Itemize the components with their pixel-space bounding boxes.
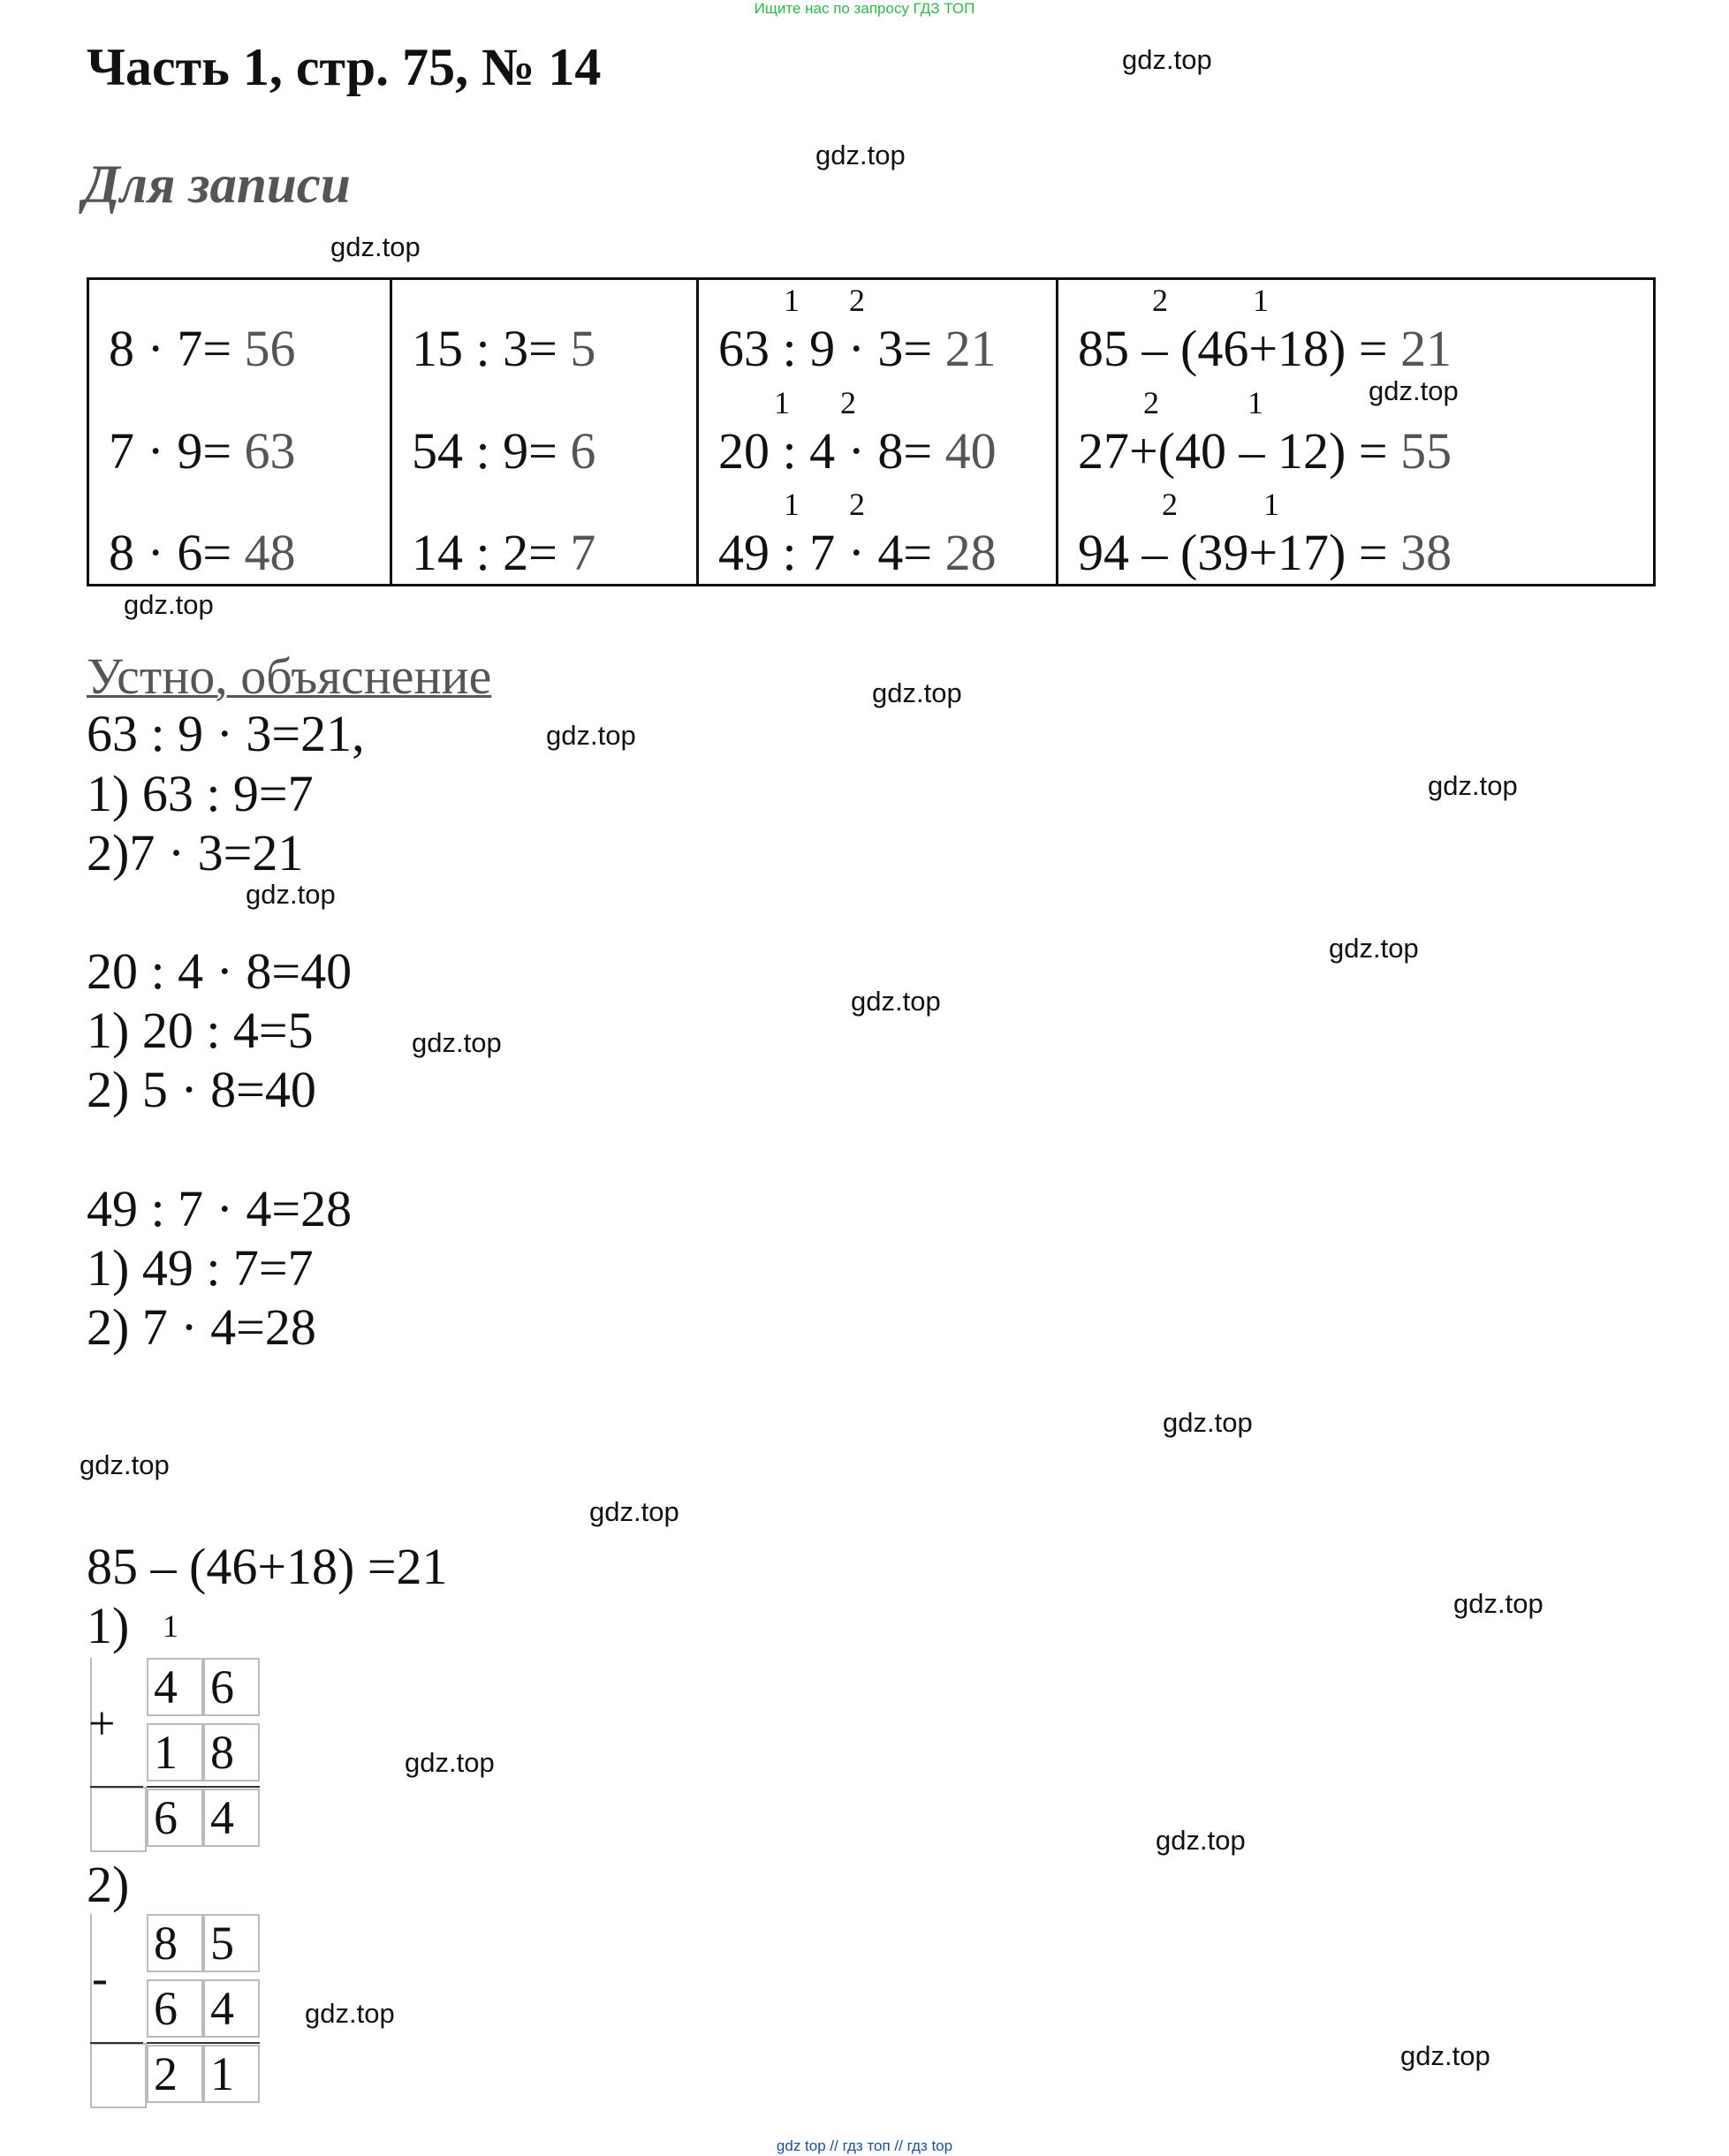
carry-mark: 1 — [163, 1608, 178, 1644]
page-title: Часть 1, стр. 75, № 14 — [87, 38, 602, 96]
minus-sign: - — [92, 1951, 108, 2004]
order-mark: 2 — [849, 283, 865, 318]
expression: 20 : 4 · 8= 40 — [718, 422, 997, 480]
order-mark: 2 — [1162, 487, 1178, 522]
watermark: gdz.top — [330, 231, 421, 262]
result-line — [147, 1786, 260, 1788]
watermark: gdz.top — [305, 1998, 395, 2029]
watermark: gdz.top — [80, 1449, 170, 1480]
expression: 8 · 6= 48 — [109, 524, 296, 581]
order-mark: 2 — [849, 487, 865, 522]
top-search-note: Ищите нас по запросу ГДЗ ТОП — [754, 0, 975, 17]
digit-cell: 6 — [203, 1658, 260, 1716]
oral-line: 2) 5 · 8=40 — [87, 1061, 316, 1118]
operator-box — [90, 2043, 147, 2108]
oral-line: 20 : 4 · 8=40 — [87, 942, 353, 1000]
oral-explanation-heading: Устно, объяснение — [87, 647, 492, 705]
plus-sign: + — [88, 1697, 116, 1750]
digit-cell: 6 — [147, 1979, 203, 2038]
expression: 94 – (39+17) = 38 — [1078, 524, 1452, 581]
expression: 27+(40 – 12) = 55 — [1078, 422, 1452, 480]
digit-cell: 4 — [147, 1658, 203, 1716]
operator-box — [90, 1787, 147, 1852]
expression: 49 : 7 · 4= 28 — [718, 524, 997, 581]
expression: 85 – (46+18) = 21 — [1078, 320, 1452, 377]
order-mark: 2 — [840, 385, 856, 420]
digit-cell: 5 — [203, 1914, 260, 1972]
watermark: gdz.top — [872, 677, 962, 708]
digit-cell: 4 — [203, 1979, 260, 2038]
watermark: gdz.top — [405, 1747, 495, 1778]
written-expression: 85 – (46+18) =21 — [87, 1538, 448, 1595]
digit-cell: 4 — [203, 1789, 260, 1847]
result-line — [90, 1786, 143, 1788]
order-mark: 1 — [784, 487, 800, 522]
oral-line: 49 : 7 · 4=28 — [87, 1180, 353, 1237]
expression: 15 : 3= 5 — [412, 320, 596, 377]
watermark: gdz.top — [412, 1027, 502, 1058]
watermark: gdz.top — [851, 986, 941, 1017]
watermark: gdz.top — [246, 879, 336, 910]
table-column-2 — [391, 279, 698, 586]
order-mark: 1 — [1263, 487, 1279, 522]
step-2-label: 2) — [87, 1856, 130, 1913]
oral-line: 63 : 9 · 3=21, — [87, 705, 365, 762]
table-column-4 — [1058, 279, 1655, 586]
expression: 54 : 9= 6 — [412, 422, 596, 480]
result-line — [147, 2042, 260, 2044]
oral-line: 1) 49 : 7=7 — [87, 1239, 314, 1297]
watermark: gdz.top — [1428, 770, 1518, 801]
table-column-1 — [88, 279, 391, 586]
exercise-table — [87, 277, 1656, 586]
digit-cell: 1 — [147, 1723, 203, 1782]
table-column-3 — [698, 279, 1058, 586]
watermark: gdz.top — [815, 140, 906, 170]
expression: 14 : 2= 7 — [412, 524, 596, 581]
order-mark: 2 — [1152, 283, 1168, 318]
order-mark: 1 — [1247, 385, 1263, 420]
oral-line: 1) 20 : 4=5 — [87, 1002, 314, 1059]
watermark: gdz.top — [1156, 1825, 1246, 1856]
watermark: gdz.top — [1400, 2040, 1490, 2071]
digit-cell: 8 — [147, 1914, 203, 1972]
digit-cell: 1 — [203, 2045, 260, 2103]
watermark: gdz.top — [124, 589, 214, 620]
watermark: gdz.top — [546, 720, 636, 751]
expression: 63 : 9 · 3= 21 — [718, 320, 997, 377]
watermark: gdz.top — [1122, 44, 1212, 75]
watermark: gdz.top — [1329, 933, 1419, 964]
order-mark: 1 — [784, 283, 800, 318]
expression: 7 · 9= 63 — [109, 422, 296, 480]
section-heading-for-record: Для записи — [83, 155, 351, 215]
watermark: gdz.top — [1453, 1588, 1543, 1619]
result-line — [90, 2042, 143, 2044]
digit-cell: 8 — [203, 1723, 260, 1782]
expression: 8 · 7= 56 — [109, 320, 296, 377]
watermark: gdz.top — [1163, 1407, 1253, 1438]
footer-links[interactable]: gdz top // гдз топ // гдз top — [776, 2137, 953, 2154]
oral-line: 2) 7 · 4=28 — [87, 1298, 316, 1356]
order-mark: 2 — [1143, 385, 1159, 420]
oral-line: 2)7 · 3=21 — [87, 824, 304, 881]
order-mark: 1 — [1253, 283, 1269, 318]
oral-line: 1) 63 : 9=7 — [87, 765, 314, 822]
watermark: gdz.top — [589, 1496, 679, 1527]
order-mark: 1 — [774, 385, 790, 420]
digit-cell: 6 — [147, 1789, 203, 1847]
watermark: gdz.top — [1369, 375, 1459, 406]
step-1-label: 1) — [87, 1597, 130, 1654]
digit-cell: 2 — [147, 2045, 203, 2103]
